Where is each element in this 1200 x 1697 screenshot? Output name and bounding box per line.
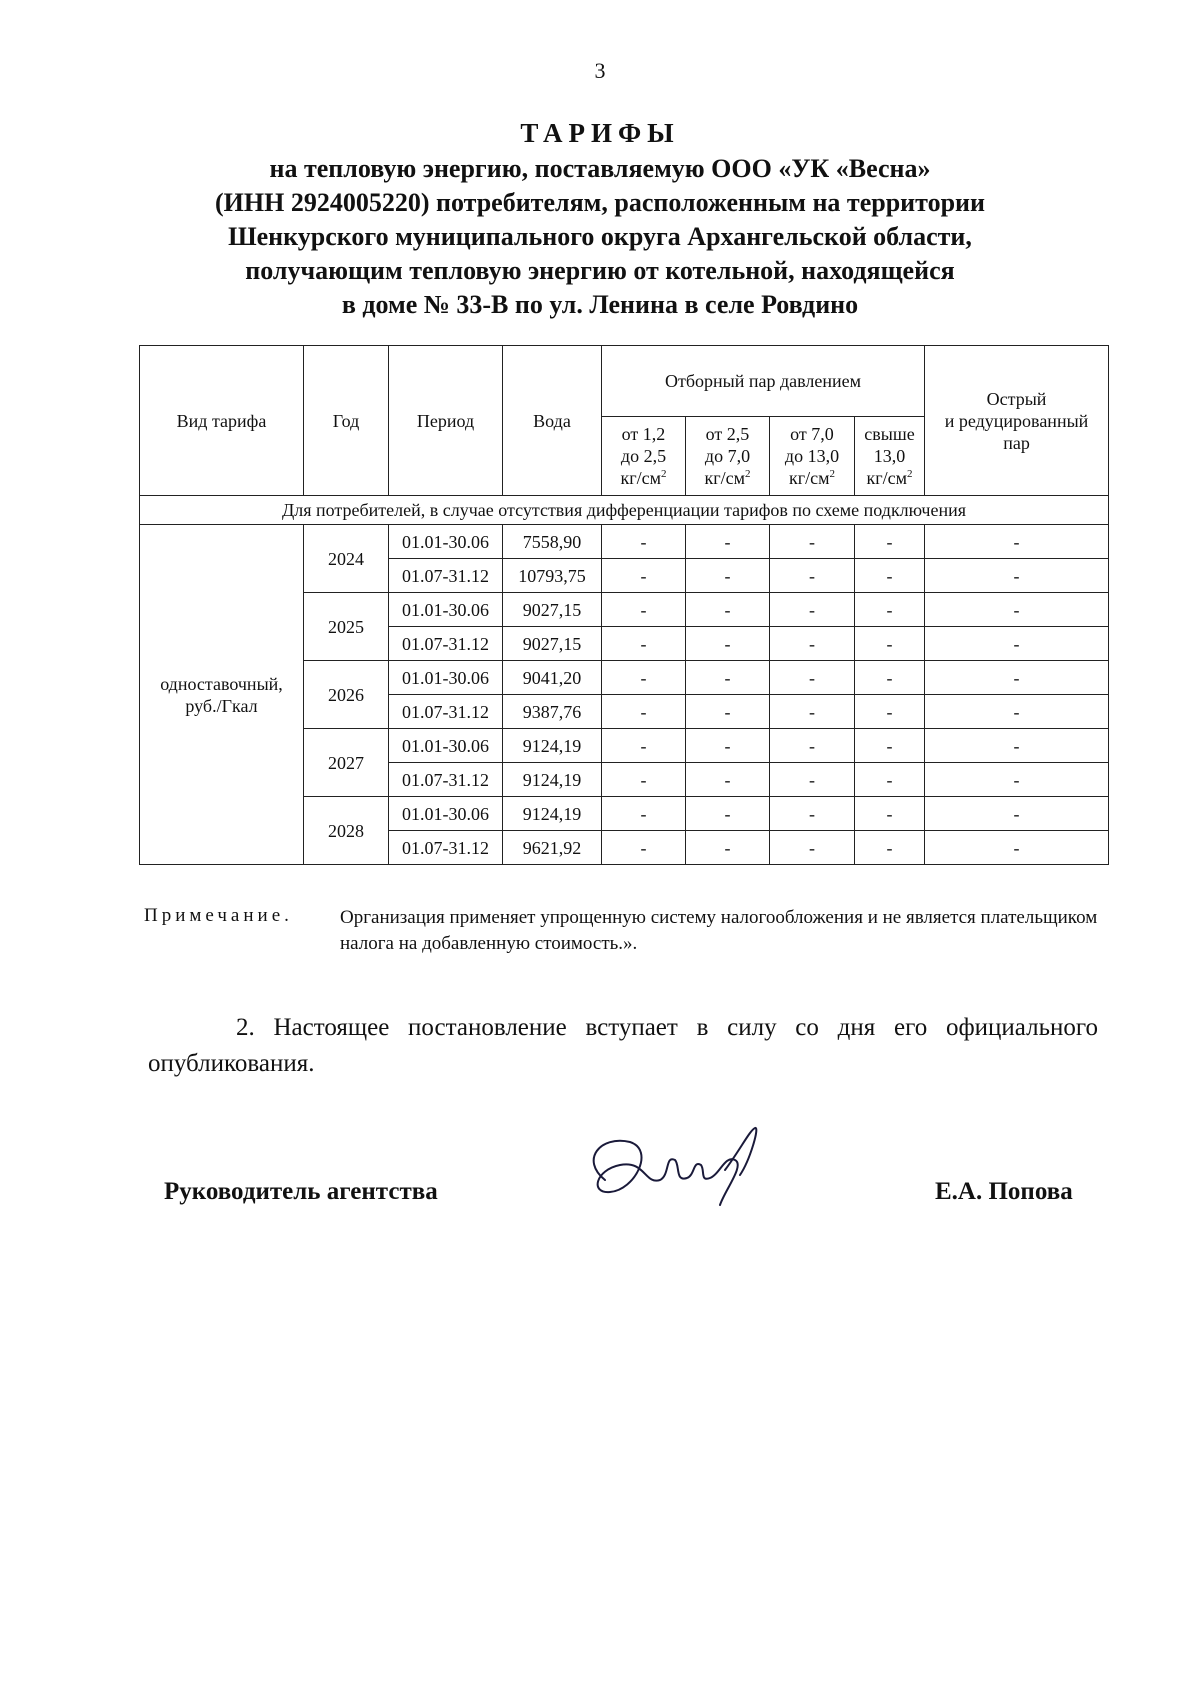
year-cell: 2028: [304, 797, 389, 865]
header-steam-col: свыше 13,0 $кг/см^2$: [855, 417, 925, 496]
water-cell: 7558,90: [503, 525, 602, 559]
dash-cell: -: [770, 729, 855, 763]
dash-cell: -: [925, 627, 1109, 661]
dash-cell: -: [770, 797, 855, 831]
dash-cell: -: [925, 695, 1109, 729]
dash-cell: -: [686, 695, 770, 729]
dash-cell: -: [770, 559, 855, 593]
year-cell: 2024: [304, 525, 389, 593]
year-cell: 2026: [304, 661, 389, 729]
signer-role: Руководитель агентства: [164, 1178, 438, 1205]
dash-cell: -: [925, 831, 1109, 865]
period-cell: 01.01-30.06: [389, 797, 503, 831]
water-cell: 9124,19: [503, 729, 602, 763]
period-cell: 01.01-30.06: [389, 525, 503, 559]
subtitle-line: Шенкурского муниципального округа Архангельской области,: [228, 222, 972, 251]
period-cell: 01.07-31.12: [389, 763, 503, 797]
dash-cell: -: [602, 831, 686, 865]
header-sharp-steam: Острый и редуцированный пар: [925, 346, 1109, 496]
dash-cell: -: [770, 627, 855, 661]
dash-cell: -: [602, 525, 686, 559]
period-cell: 01.01-30.06: [389, 661, 503, 695]
dash-cell: -: [925, 797, 1109, 831]
water-cell: 9027,15: [503, 627, 602, 661]
handwritten-signature: [575, 1120, 775, 1215]
year-cell: 2027: [304, 729, 389, 797]
year-cell: 2025: [304, 593, 389, 661]
water-cell: 9041,20: [503, 661, 602, 695]
note-label: Примечание.: [144, 905, 293, 926]
water-cell: 9124,19: [503, 797, 602, 831]
dash-cell: -: [855, 593, 925, 627]
water-cell: 9124,19: [503, 763, 602, 797]
dash-cell: -: [770, 525, 855, 559]
document-subtitle: [140, 152, 1060, 322]
dash-cell: -: [686, 559, 770, 593]
period-cell: 01.07-31.12: [389, 559, 503, 593]
header-steam-col: от 7,0 до 13,0 $кг/см^2$: [770, 417, 855, 496]
tariff-label: одноставочный, руб./Гкал: [140, 525, 304, 865]
dash-cell: -: [925, 763, 1109, 797]
dash-cell: -: [855, 661, 925, 695]
dash-cell: -: [770, 593, 855, 627]
dash-cell: -: [686, 627, 770, 661]
dash-cell: -: [925, 593, 1109, 627]
water-cell: 9027,15: [503, 593, 602, 627]
subtitle-line: получающим тепловую энергию от котельной, находящейся: [245, 256, 955, 285]
dash-cell: -: [855, 559, 925, 593]
dash-cell: -: [925, 661, 1109, 695]
dash-cell: -: [602, 627, 686, 661]
dash-cell: -: [602, 593, 686, 627]
dash-cell: -: [602, 763, 686, 797]
dash-cell: -: [770, 661, 855, 695]
dash-cell: -: [602, 729, 686, 763]
dash-cell: -: [686, 661, 770, 695]
header-tariff-type: Вид тарифа: [140, 346, 304, 496]
page-number: 3: [594, 58, 606, 83]
dash-cell: -: [686, 525, 770, 559]
header-steam-group: Отборный пар давлением: [602, 346, 925, 417]
period-cell: 01.07-31.12: [389, 627, 503, 661]
water-cell: 10793,75: [503, 559, 602, 593]
dash-cell: -: [602, 797, 686, 831]
document-title: ТАРИФЫ: [520, 118, 680, 148]
dash-cell: -: [770, 763, 855, 797]
subtitle-line: в доме № 33-В по ул. Ленина в селе Ровдино: [341, 290, 859, 319]
dash-cell: -: [855, 797, 925, 831]
header-period: Период: [389, 346, 503, 496]
dash-cell: -: [602, 695, 686, 729]
dash-cell: -: [855, 831, 925, 865]
period-cell: 01.01-30.06: [389, 729, 503, 763]
note-text: Организация применяет упрощенную систему налогообложения и не является плательщиком налога на добавленную стоимость.».: [340, 907, 1098, 954]
header-steam-col: от 1,2 до 2,5 $кг/см^2$: [602, 417, 686, 496]
dash-cell: -: [602, 559, 686, 593]
dash-cell: -: [770, 695, 855, 729]
dash-cell: -: [686, 763, 770, 797]
dash-cell: -: [686, 797, 770, 831]
section-label: Для потребителей, в случае отсутствия дифференциации тарифов по схеме подключения: [140, 496, 1109, 525]
period-cell: 01.01-30.06: [389, 593, 503, 627]
dash-cell: -: [855, 695, 925, 729]
period-cell: 01.07-31.12: [389, 695, 503, 729]
subtitle-line: (ИНН 2924005220) потребителям, расположенным на территории: [214, 188, 985, 217]
dash-cell: -: [602, 661, 686, 695]
dash-cell: -: [925, 559, 1109, 593]
dash-cell: -: [855, 729, 925, 763]
header-steam-col: от 2,5 до 7,0 $кг/см^2$: [686, 417, 770, 496]
subtitle-line: на тепловую энергию, поставляемую ООО «УК «Весна»: [269, 154, 931, 183]
water-cell: 9387,76: [503, 695, 602, 729]
table-row: [140, 525, 1109, 559]
dash-cell: -: [925, 525, 1109, 559]
dash-cell: -: [686, 831, 770, 865]
dash-cell: -: [686, 729, 770, 763]
water-cell: 9621,92: [503, 831, 602, 865]
period-cell: 01.07-31.12: [389, 831, 503, 865]
dash-cell: -: [770, 831, 855, 865]
signer-name: Е.А. Попова: [935, 1178, 1073, 1205]
header-year: Год: [304, 346, 389, 496]
tariff-table: [139, 345, 1109, 865]
header-water: Вода: [503, 346, 602, 496]
dash-cell: -: [686, 593, 770, 627]
dash-cell: -: [855, 525, 925, 559]
dash-cell: -: [855, 627, 925, 661]
dash-cell: -: [925, 729, 1109, 763]
dash-cell: -: [855, 763, 925, 797]
clause-2: 2. Настоящее постановление вступает в силу со дня его официального опубликования.: [148, 1014, 1098, 1077]
